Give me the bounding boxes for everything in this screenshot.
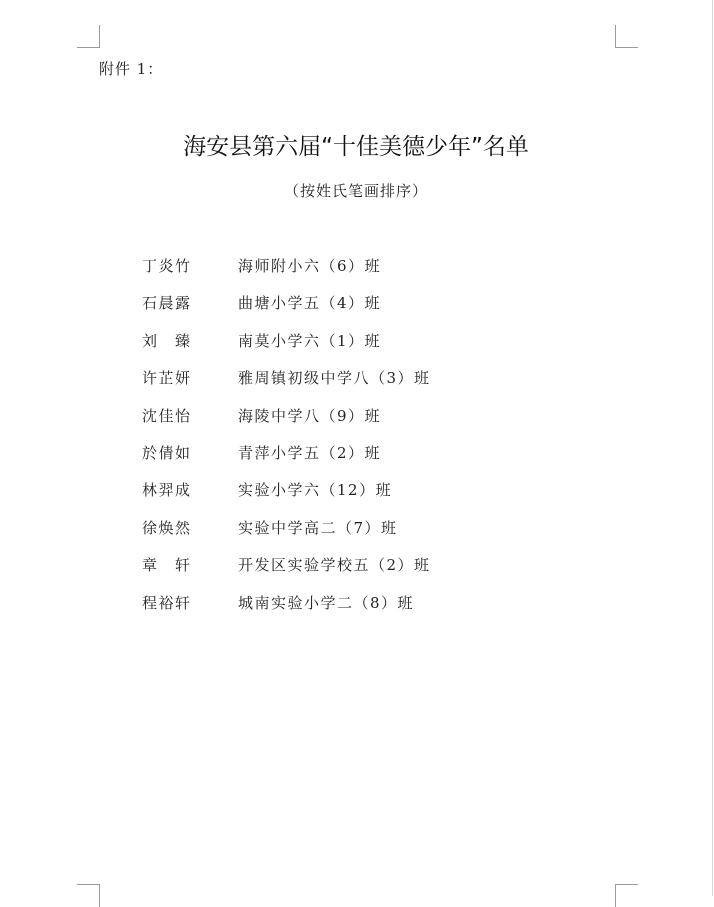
student-name: 林羿成	[142, 481, 192, 500]
student-name: 於倩如	[142, 443, 192, 462]
student-name: 石晨露	[142, 294, 192, 313]
student-school-class: 海陵中学八（9）班	[238, 406, 382, 425]
student-name: 章 轩	[142, 556, 192, 575]
document-title: 海安县第六届“十佳美德少年”名单	[183, 134, 529, 160]
student-name: 徐焕然	[142, 518, 192, 537]
list-item	[142, 292, 431, 329]
list-item	[142, 592, 431, 629]
student-name: 丁炎竹	[142, 257, 192, 275]
student-school-class: 雅周镇初级中学八（3）班	[238, 369, 431, 388]
list-item	[142, 405, 431, 442]
list-item	[142, 367, 431, 404]
document-subtitle: （按姓氏笔画排序）	[283, 182, 428, 200]
list-item	[142, 517, 431, 554]
student-school-class: 开发区实验学校五（2）班	[238, 556, 431, 575]
student-school-class: 城南实验小学二（8）班	[238, 593, 415, 612]
margin-corner-marker	[615, 25, 638, 48]
list-item	[142, 330, 431, 367]
list-item	[142, 442, 431, 479]
list-item	[142, 554, 431, 591]
list-item	[142, 255, 431, 292]
student-school-class: 曲塘小学五（4）班	[238, 294, 382, 313]
student-school-class: 青萍小学五（2）班	[238, 443, 382, 462]
student-school-class: 南莫小学六（1）班	[238, 331, 382, 350]
student-name: 许芷妍	[142, 369, 192, 388]
student-school-class: 实验中学高二（7）班	[238, 518, 398, 537]
student-name: 刘 臻	[142, 331, 192, 350]
student-name: 程裕轩	[142, 593, 192, 612]
student-school-class: 实验小学六（12）班	[238, 481, 393, 500]
attachment-label: 附件 1：	[99, 60, 164, 78]
student-school-class: 海师附小六（6）班	[238, 257, 382, 275]
honoree-list	[142, 255, 431, 629]
margin-corner-marker	[77, 25, 100, 48]
list-item	[142, 479, 431, 516]
student-name: 沈佳怡	[142, 406, 192, 425]
